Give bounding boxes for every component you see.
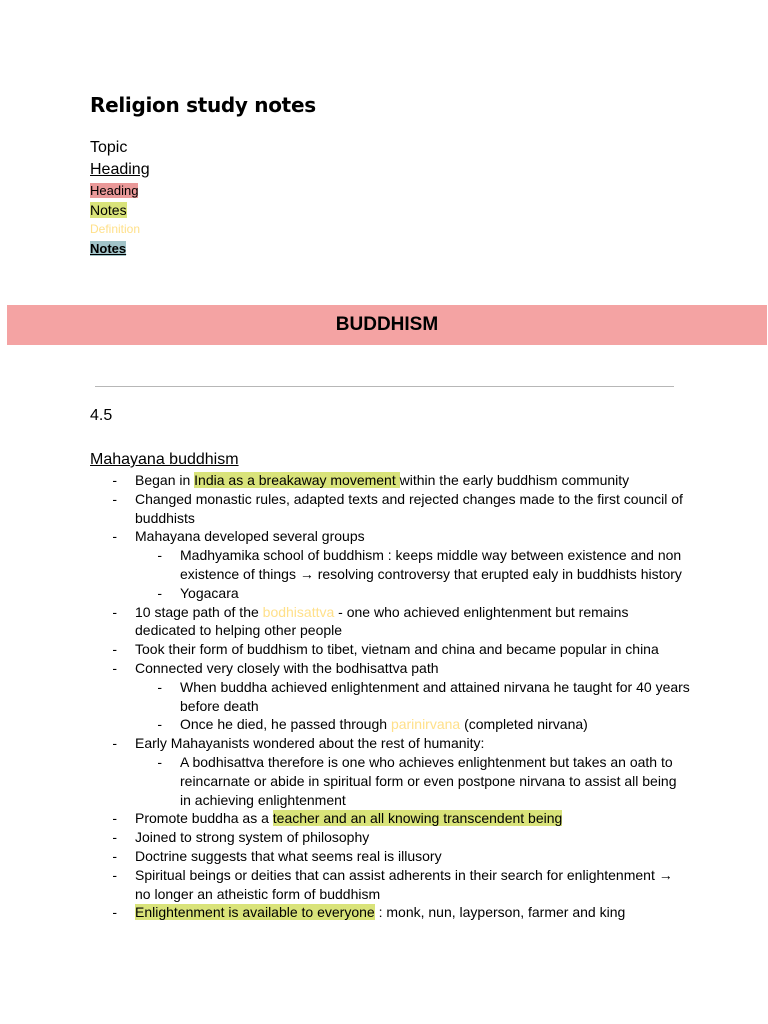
highlighted-text: India as a breakaway movement: [194, 472, 400, 488]
list-item: - Doctrine suggests that what seems real is illusory: [112, 847, 442, 864]
section-banner: [7, 305, 767, 345]
list-item: - Joined to strong system of philosophy: [112, 829, 370, 846]
sub-list-item: - When buddha achieved enlightenment and attained nirvana he taught for 40 years before death: [157, 678, 690, 714]
list-item: - 10 stage path of the bodhisattva - one who achieved enlightenment but remains dedicated to helping other people: [112, 603, 629, 639]
section-number: 4.5: [90, 407, 113, 424]
list-item: - Took their form of buddhism to tibet, vietnam and china and became popular in china: [112, 641, 659, 658]
subheading: Mahayana buddhism: [90, 451, 239, 468]
definition-term: parinirvana: [390, 716, 461, 733]
doc-title: Religion study notes: [90, 93, 316, 117]
list-item: - Connected very closely with the bodhisattva path: [112, 659, 439, 676]
list-item: - Changed monastic rules, adapted texts and rejected changes made to the first council of buddhists: [112, 490, 683, 526]
legend-heading: Heading: [90, 161, 150, 178]
list-item: - Promote buddha as a teacher and an all knowing transcendent being: [112, 810, 563, 827]
horizontal-rule: [95, 386, 674, 387]
highlighted-text: Enlightenment is available to everyone: [135, 904, 375, 921]
definition-term: bodhisattva: [262, 603, 335, 620]
sub-list-item: - A bodhisattva therefore is one who achieves enlightenment but takes an oath to reincarnate or abide in spiritual form or even postpone nirvana to assist all being in achieving enlightenment: [157, 753, 677, 808]
sub-list-item: - Once he died, he passed through parinirvana (completed nirvana): [157, 716, 588, 733]
highlighted-text: teacher and an all knowing transcendent being: [272, 810, 563, 827]
banner-title: BUDDHISM: [335, 314, 439, 335]
legend-topic: Topic: [90, 139, 128, 156]
bullet-list: [90, 471, 690, 922]
sub-list-item: - Madhyamika school of buddhism : keeps middle way between existence and non existence of things → resolving controversy that erupted ealy in buddhists history: [157, 547, 682, 582]
legend-notes-teal: Notes: [90, 241, 127, 256]
list-item: - Enlightenment is available to everyone : monk, nun, layperson, farmer and king: [112, 904, 626, 921]
legend-heading-highlight: Heading: [90, 183, 139, 198]
legend-notes: Notes: [90, 202, 127, 218]
list-item: - Began in India as a breakaway movement within the early buddhism community: [112, 472, 630, 488]
list-item: - Early Mahayanists wondered about the rest of humanity:: [112, 735, 485, 752]
sub-list-item: - Yogacara: [157, 584, 239, 601]
legend-definition: Definition: [90, 222, 141, 236]
list-item: - Mahayana developed several groups: [112, 528, 365, 545]
list-item: - Spiritual beings or deities that can assist adherents in their search for enlightenment → no longer an atheistic form of buddhism: [112, 866, 673, 902]
